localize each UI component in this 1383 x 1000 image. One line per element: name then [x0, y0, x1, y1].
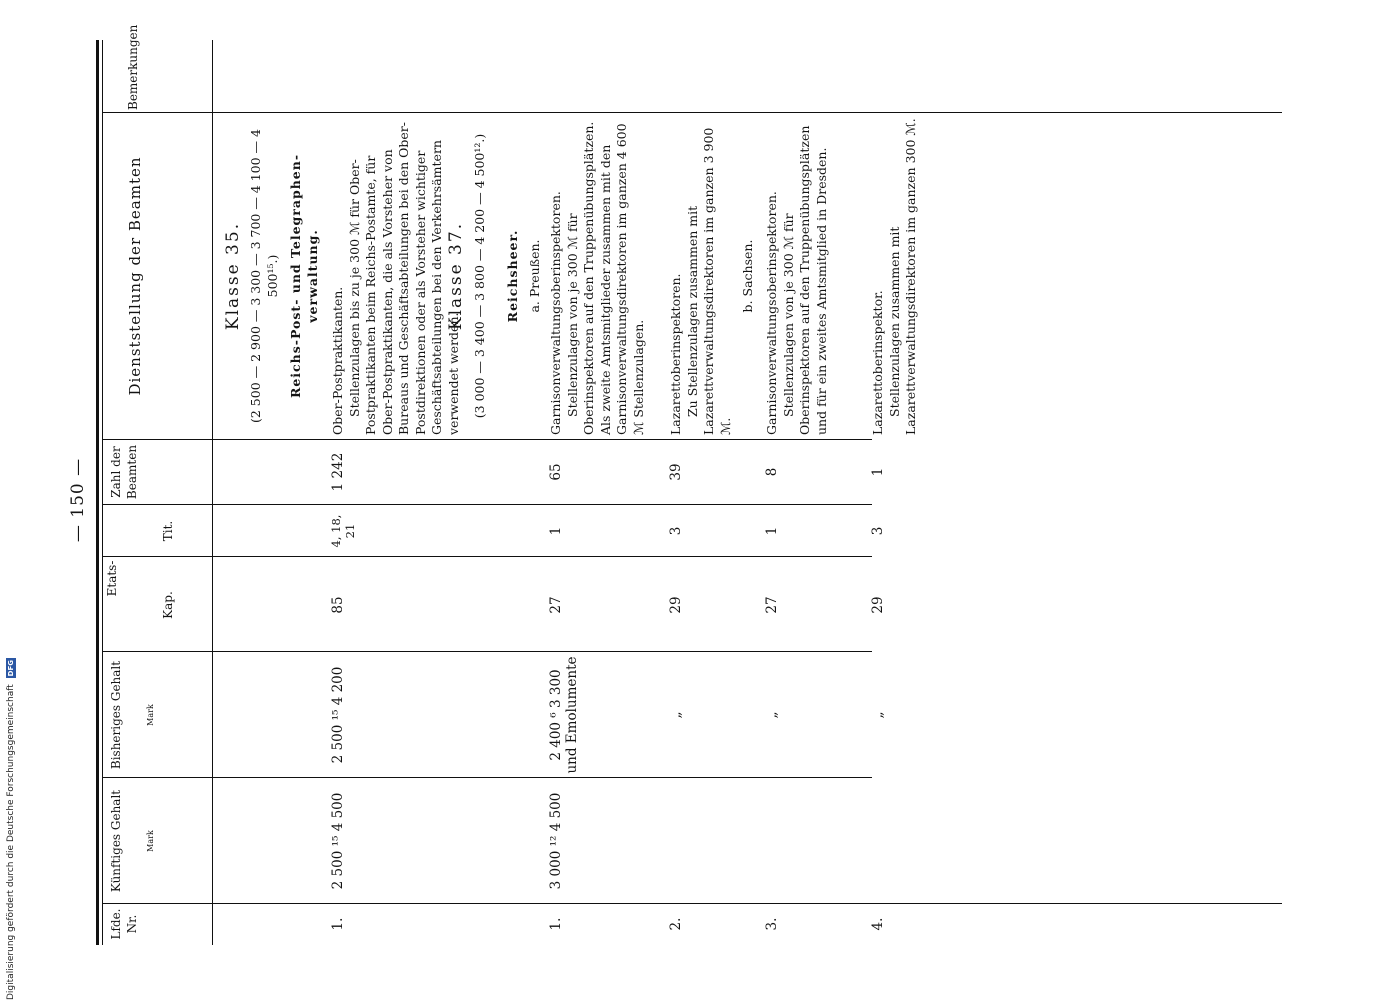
row-tit: 1 [764, 526, 780, 536]
row-zahl: 8 [764, 467, 780, 477]
row-kap: 27 [548, 596, 564, 614]
header-tit: Tit. [161, 520, 175, 542]
klasse35-section: Reichs-Post- und Telegraphen-verwaltung. [288, 153, 320, 399]
row-description [870, 117, 920, 435]
column-rule [102, 439, 872, 440]
row-nr: 3. [764, 917, 780, 931]
column-rule [102, 777, 872, 778]
row-note: Stellenzulagen bis zu je 300 ℳ für Ober-Postpraktikanten beim Reichs-Postamte, für Ober-Postpraktikanten, die als Vorsteher von Bureaus und Geschäftsabteilungen bei den Ober-Postdirektionen oder als Vorsteher wichtiger Geschäftsabteilungen bei den Verkehrsämtern verwendet werden. [346, 122, 461, 435]
column-rule [102, 556, 872, 557]
row-nr: 1. [548, 917, 564, 931]
row-title: Lazarettoberinspektoren. [668, 273, 683, 435]
row-title: Ober-Postpraktikanten. [330, 286, 345, 435]
header-unit-mark: Mark [146, 704, 156, 726]
row-zahl: 39 [668, 463, 684, 481]
header-kap: Kap. [161, 591, 175, 619]
header-zahl: Zahl der Beamten [109, 444, 140, 500]
header-bottom-rule [212, 40, 213, 945]
klasse37-sub-b: b. Sachsen. [740, 239, 755, 313]
header-nr: Lfde. Nr. [109, 908, 140, 940]
row-note: Zu Stellenzulagen zusammen mit Lazarettverwaltungsdirektoren im ganzen 3 900 ℳ. [684, 127, 733, 435]
klasse37-range: (3 000 — 3 400 — 3 800 — 4 200 — 4 500¹².) [472, 133, 487, 419]
row-title: Garnisonverwaltungsoberinspektoren. [764, 191, 779, 435]
header-dienststellung: Dienststellung der Beamten [126, 156, 144, 396]
table-top-rule [96, 40, 99, 945]
row-title: Garnisonverwaltungsoberinspektoren. [548, 191, 563, 435]
row-kap: 27 [764, 596, 780, 614]
klasse35-range: (2 500 — 2 900 — 3 300 — 3 700 — 4 100 — 4 500¹⁵.) [248, 129, 280, 423]
footer-text: Digitalisierung gefördert durch die Deutsche Forschungsgemeinschaft [6, 684, 16, 1000]
row-tit: 3 [870, 526, 886, 536]
row-tit: 1 [548, 526, 564, 536]
column-rule [102, 903, 1282, 904]
row-bisher: 2 400 ⁶ 3 300 und Emolumente [548, 656, 581, 774]
row-bisher: „ [870, 711, 886, 719]
row-kuenftig: 2 500 ¹⁵ 4 500 [330, 792, 346, 890]
header-bisheriges [108, 656, 157, 774]
row-zahl: 1 242 [330, 452, 346, 492]
row-tit: 3 [668, 526, 684, 536]
table-top-rule-thin [102, 40, 103, 945]
row-zahl: 65 [548, 463, 564, 481]
row-title: Lazarettoberinspektor. [870, 290, 885, 435]
header-bisheriges-label: Bisheriges Gehalt [109, 660, 123, 770]
row-description [764, 117, 830, 435]
column-rule [102, 112, 1282, 113]
row-description [330, 117, 462, 435]
row-note: Stellenzulagen von je 300 ℳ für Oberinspektoren auf den Truppenübungsplätzen und für ein zweites Amtsmitglied in Dresden. [780, 125, 829, 435]
row-tit: 4, 18, 21 [329, 514, 357, 548]
klasse35-title: Klasse 35. [223, 221, 243, 331]
row-bisher: „ [668, 711, 684, 719]
header-bemerkungen: Bemerkungen [126, 24, 140, 110]
row-nr: 1. [330, 917, 346, 931]
column-rule [102, 504, 872, 505]
klasse37-section: Reichsheer. [505, 229, 520, 323]
row-zahl: 1 [870, 467, 886, 477]
column-rule [102, 651, 872, 652]
dfg-logo: DFG [7, 660, 15, 677]
row-bisher: 2 500 ¹⁵ 4 200 [330, 666, 346, 764]
row-note: Stellenzulagen zusammen mit Lazarettverwaltungsdirektoren im ganzen 300 ℳ. [886, 118, 918, 435]
dfg-footer [6, 658, 16, 1000]
header-kuenftiges [108, 782, 157, 900]
row-kap: 29 [870, 596, 886, 614]
page-number: — 150 — [68, 457, 88, 543]
header-unit-mark: Mark [146, 830, 156, 852]
klasse37-sub-a: a. Preußen. [527, 239, 542, 313]
row-bisher: „ [764, 711, 780, 719]
row-description [548, 117, 647, 435]
header-etats: Etats- [105, 560, 119, 597]
row-nr: 2. [668, 917, 684, 931]
klasse37-title: Klasse 37. [446, 221, 466, 331]
row-nr: 4. [870, 917, 886, 931]
row-note: Stellenzulagen von je 300 ℳ für Oberinspektoren auf den Truppenübungsplätzen. Als zweite Amtsmitglieder zusammen mit den Garnisonverwaltungsdirektoren im ganzen 4 600 ℳ Stellenzulagen. [564, 121, 646, 435]
row-description [668, 117, 734, 435]
row-kap: 29 [668, 596, 684, 614]
row-kuenftig: 3 000 ¹² 4 500 [548, 792, 564, 890]
header-kuenftiges-label: Künftiges Gehalt [109, 789, 123, 893]
row-kap: 85 [330, 596, 346, 614]
